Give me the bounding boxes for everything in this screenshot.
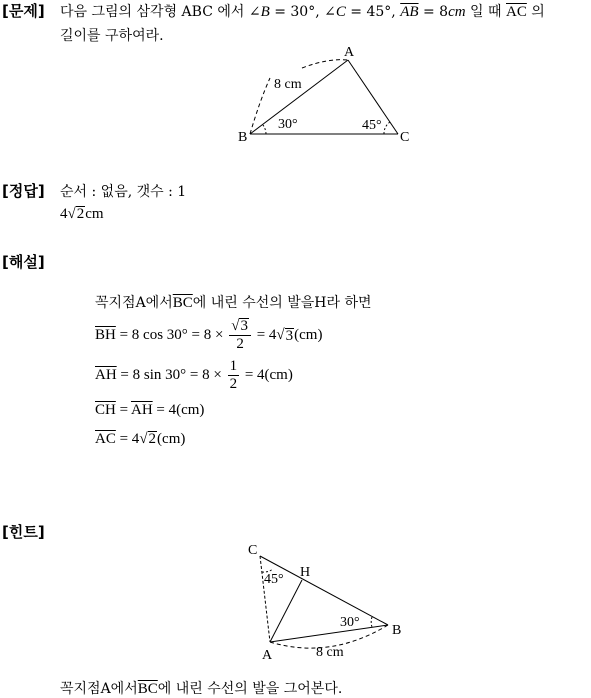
eq-text: = 4 [252,327,277,343]
problem-label: [문제] [2,2,45,20]
equation-ch [95,402,204,419]
problem-line-2: 길이를 구하여라. [60,28,164,44]
solution-intro [95,292,372,312]
angle-b-label: 30° [340,615,360,630]
segment-bh: $\overline{BH}$ [95,327,116,343]
angle-b-arc [263,125,266,134]
side-ab [250,60,348,134]
vertex-c-label: C [248,543,258,558]
vertex-a-label: A [344,45,355,60]
segment-bc: $\overline{BC}$ [172,295,193,311]
problem-text: 의 [526,4,545,20]
fraction-sqrt3-over-2 [229,318,251,353]
side-ab-label: 8 cm [316,645,344,660]
angle-c-label: 45° [362,118,382,133]
brace-ab-left [250,78,270,134]
segment-ah: $\overline{AH}$ [95,367,117,383]
sqrt-symbol: √ [276,327,285,343]
solution-text: 에 내린 수선의 발을H라 하면 [192,295,372,311]
vertex-c-label: C [400,130,410,145]
altitude-ah [270,580,302,642]
numerator: 1 [229,358,238,374]
hint-text-part: 에 내린 수선의 발을 그어본다. [157,681,343,697]
vertex-h-label: H [300,565,311,580]
problem-text: = 30°, ∠ [269,4,336,20]
radicand: 3 [240,318,248,334]
fraction-1-over-2 [228,358,240,393]
answer-radicand: 2 [76,206,85,222]
sqrt-symbol: √ [231,318,240,334]
angle-b-label: 30° [278,117,298,132]
vertex-a-label: A [262,648,273,663]
problem-text: 일 때 [465,4,506,20]
angle-c-arc [384,122,390,134]
side-cb [260,556,388,625]
segment-ab: $\overline{AB}$ [400,4,419,20]
answer-value [60,206,104,223]
triangle-figure-1 [230,40,420,150]
angle-b-arc [371,617,372,627]
segment-ac: $\overline{AC}$ [506,4,527,20]
eq-text: = 8 cos 30° = 8 × [115,327,228,343]
side-ac [260,556,270,642]
equation-ac [95,431,185,448]
side-ab-label: 8 cm [274,77,302,92]
brace-ab-right [302,60,348,68]
solution-text: 꼭지점A에서 [95,295,173,311]
problem-line-1 [60,1,545,21]
vertex-b-label: B [238,130,248,145]
eq-text: (cm) [157,431,186,447]
answer-order: 순서 : 없음, 갯수 : 1 [60,184,187,200]
unit-cm: cm [448,4,466,20]
radicand: 2 [148,431,157,447]
segment-ch: $\overline{CH}$ [95,402,116,418]
eq-text: = [115,402,131,418]
angle-c-var: C [335,4,346,20]
equation-bh [95,318,322,353]
problem-text: = 8 [418,4,449,20]
segment-bc: $\overline{BC}$ [137,681,158,697]
denominator: 2 [229,376,238,392]
hint-label: [힌트] [2,523,45,541]
sqrt-symbol: √ [67,206,76,222]
problem-text: = 45°, [345,4,401,20]
solution-label: [해설] [2,253,45,271]
problem-text: 다음 그림의 삼각형 ABC 에서 ∠ [60,4,261,20]
eq-text: = 8 sin 30° = 8 × [116,367,226,383]
angle-c-label: 45° [264,572,284,587]
eq-text: = 4(cm) [152,402,205,418]
triangle-figure-2 [240,538,420,666]
eq-text: = 4 [115,431,140,447]
answer-unit: cm [85,206,104,222]
segment-ah: $\overline{AH}$ [130,402,153,418]
radicand: 3 [285,327,294,344]
eq-text: (cm) [294,327,323,343]
answer-coef: 4 [60,206,68,222]
angle-b-var: B [260,4,270,20]
segment-ac: $\overline{AC}$ [95,431,116,447]
sqrt-symbol: √ [139,431,148,447]
equation-ah [95,358,293,393]
vertex-b-label: B [392,623,402,638]
denominator: 2 [236,336,244,352]
hint-text-part: 꼭지점A에서 [60,681,138,697]
answer-label: [정답] [2,182,45,200]
side-ab [270,625,388,642]
eq-text: = 4(cm) [241,367,293,383]
hint-text [60,678,342,698]
